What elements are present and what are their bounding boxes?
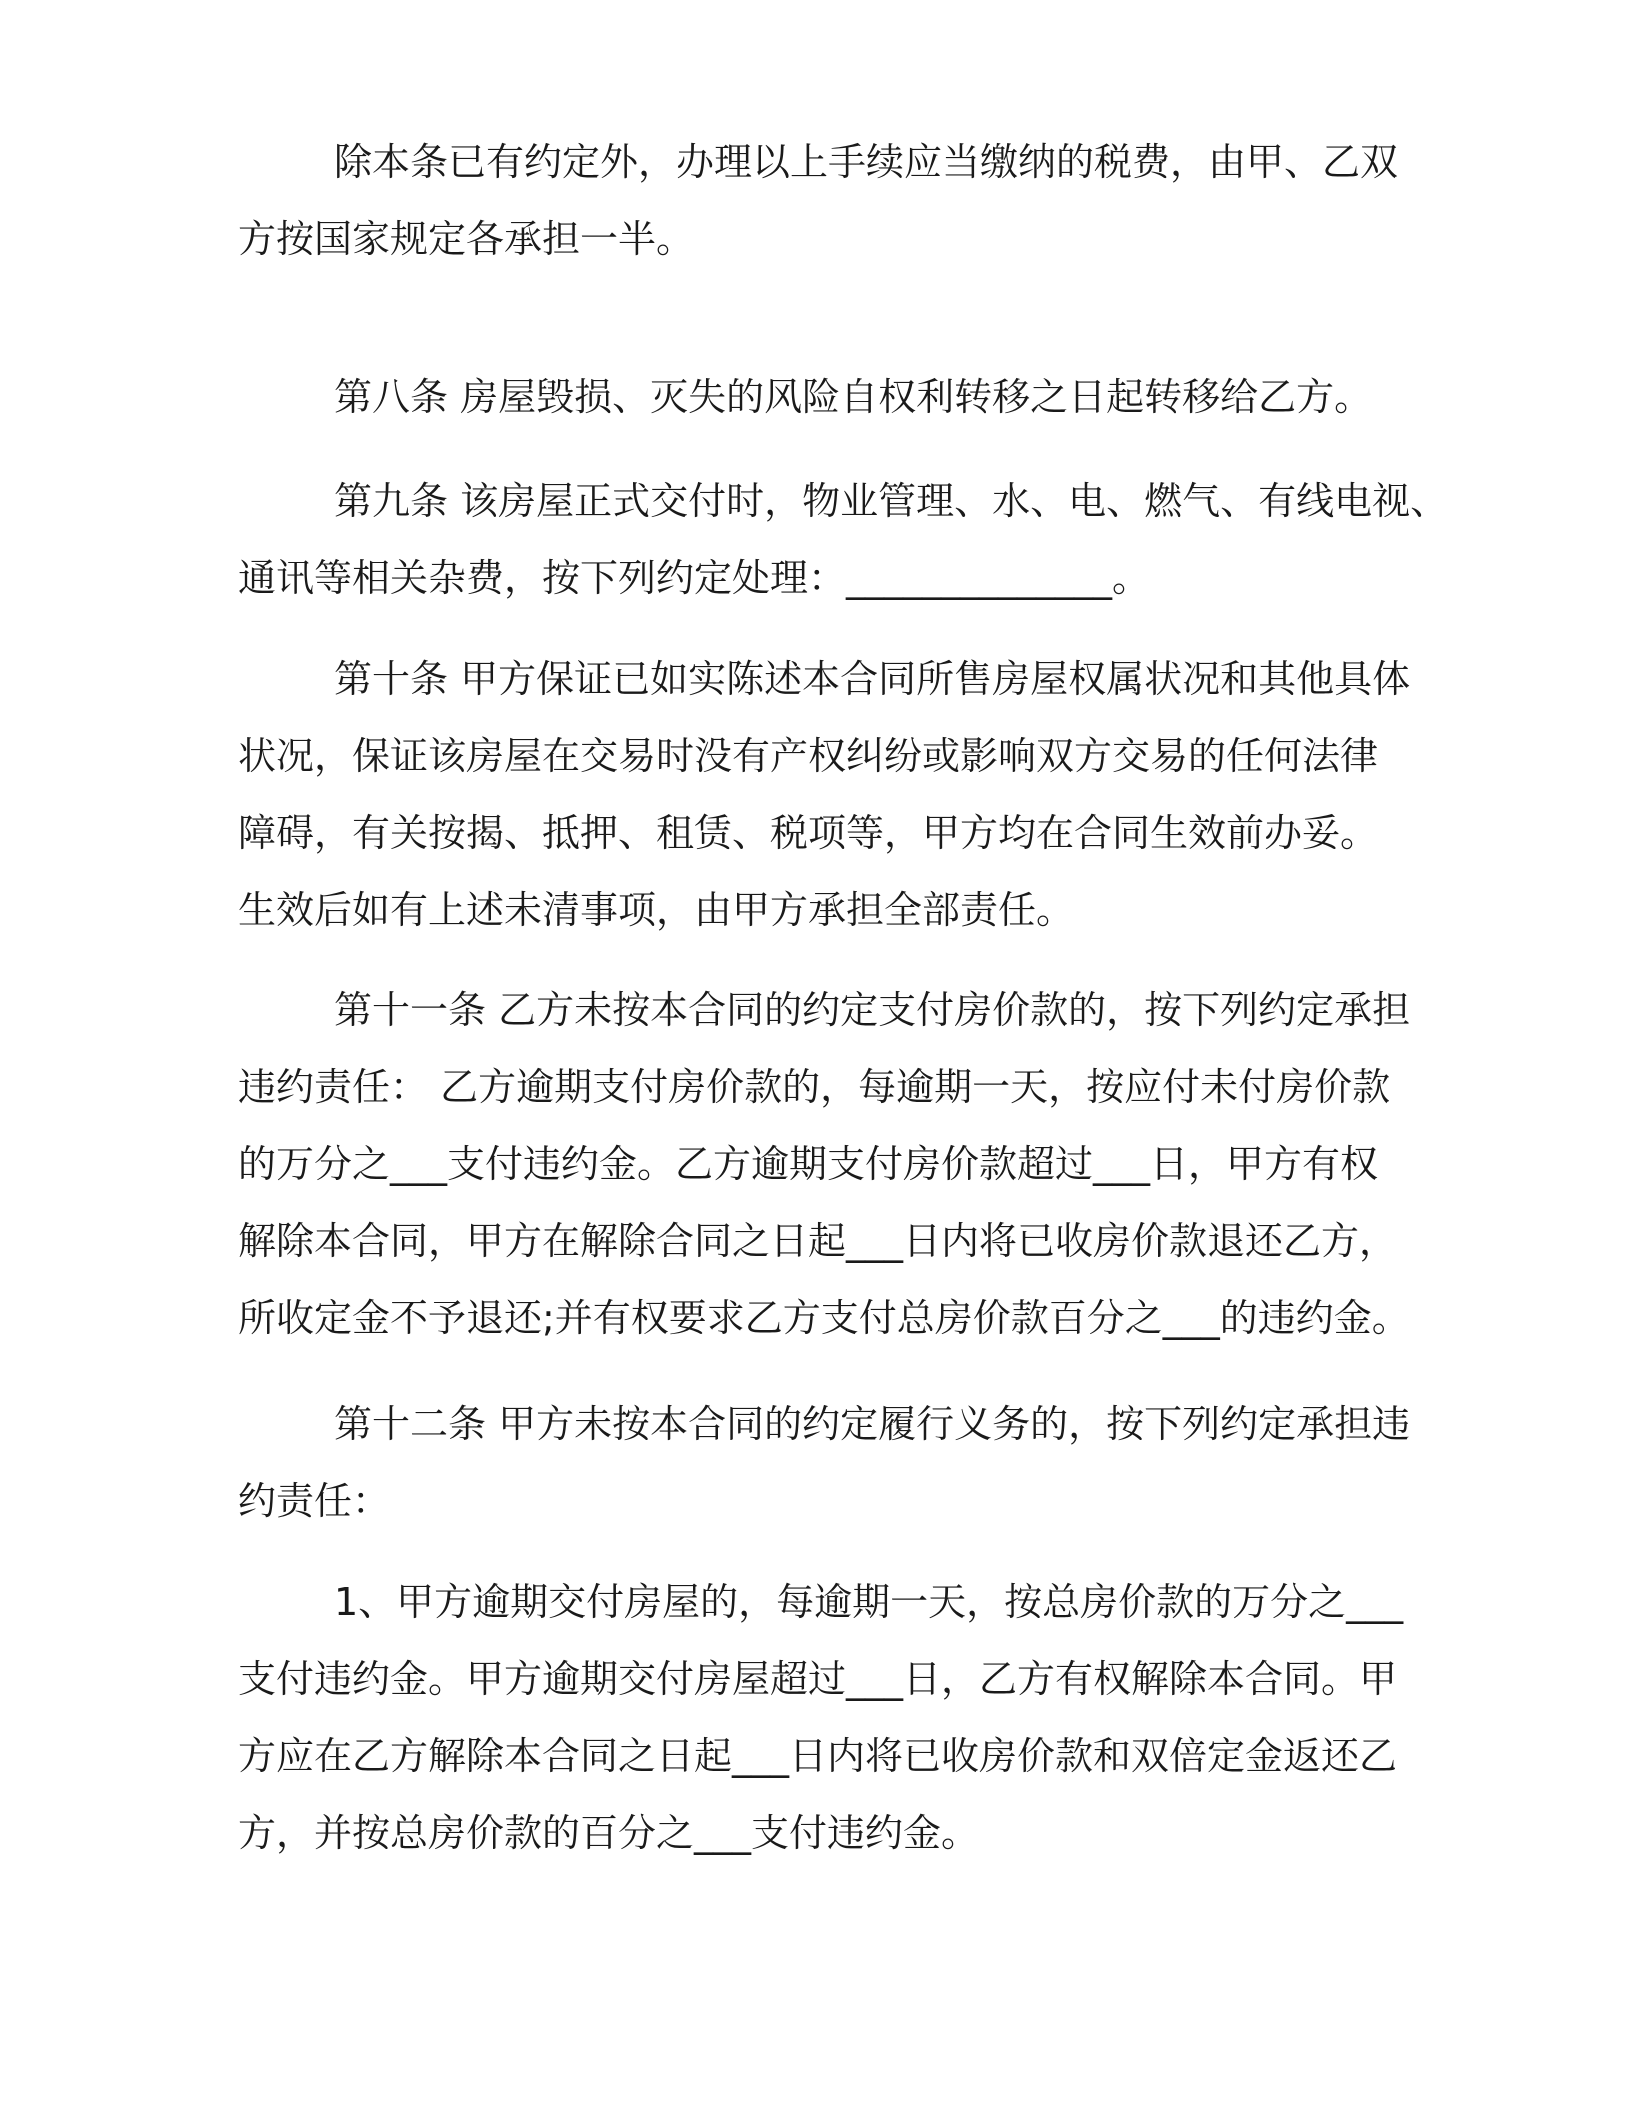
paragraph-article-10: [238, 641, 1418, 949]
text-line: 障碍，有关按揭、抵押、租赁、税项等，甲方均在合同生效前办妥。: [238, 811, 1379, 855]
text-line: 方应在乙方解除本合同之日起___日内将已收房价款和双倍定金返还乙: [238, 1734, 1398, 1778]
text-line: 状况，保证该房屋在交易时没有产权纠纷或影响双方交易的任何法律: [238, 734, 1379, 778]
text-line: 第十条 甲方保证已如实陈述本合同所售房屋权属状况和其他具体: [334, 657, 1411, 701]
text-line: 的万分之___支付违约金。乙方逾期支付房价款超过___日，甲方有权: [238, 1142, 1379, 1186]
paragraph-article-9: [238, 463, 1449, 617]
text-line: 第九条 该房屋正式交付时，物业管理、水、电、燃气、有线电视、: [334, 479, 1449, 523]
paragraph-article-12-item-1: [238, 1564, 1418, 1872]
paragraph-article-8: [238, 359, 1418, 436]
text-line: 1、甲方逾期交付房屋的，每逾期一天，按总房价款的万分之___: [334, 1580, 1404, 1624]
text-line: 除本条已有约定外，办理以上手续应当缴纳的税费，由甲、乙双: [334, 140, 1399, 184]
text-line: 约责任：: [238, 1479, 391, 1523]
text-line: 生效后如有上述未清事项，由甲方承担全部责任。: [238, 888, 1075, 932]
paragraph-article-12: [238, 1386, 1418, 1540]
text-line: 违约责任： 乙方逾期支付房价款的，每逾期一天，按应付未付房价款: [238, 1065, 1391, 1109]
text-line: 第十一条 乙方未按本合同的约定支付房价款的，按下列约定承担: [334, 988, 1411, 1032]
text-line: 支付违约金。甲方逾期交付房屋超过___日，乙方有权解除本合同。甲: [238, 1657, 1398, 1701]
text-line: 通讯等相关杂费，按下列约定处理：______________。: [238, 556, 1151, 600]
paragraph-article-11: [238, 972, 1418, 1357]
paragraph-tax-fees: [238, 124, 1418, 278]
text-line: 方按国家规定各承担一半。: [238, 217, 695, 261]
text-line: 解除本合同，甲方在解除合同之日起___日内将已收房价款退还乙方，: [238, 1219, 1398, 1263]
text-line: 方，并按总房价款的百分之___支付违约金。: [238, 1811, 980, 1855]
text-line: 第十二条 甲方未按本合同的约定履行义务的，按下列约定承担违: [334, 1402, 1411, 1446]
text-line: 第八条 房屋毁损、灭失的风险自权利转移之日起转移给乙方。: [334, 375, 1373, 419]
text-line: 所收定金不予退还;并有权要求乙方支付总房价款百分之___的违约金。: [238, 1296, 1410, 1340]
